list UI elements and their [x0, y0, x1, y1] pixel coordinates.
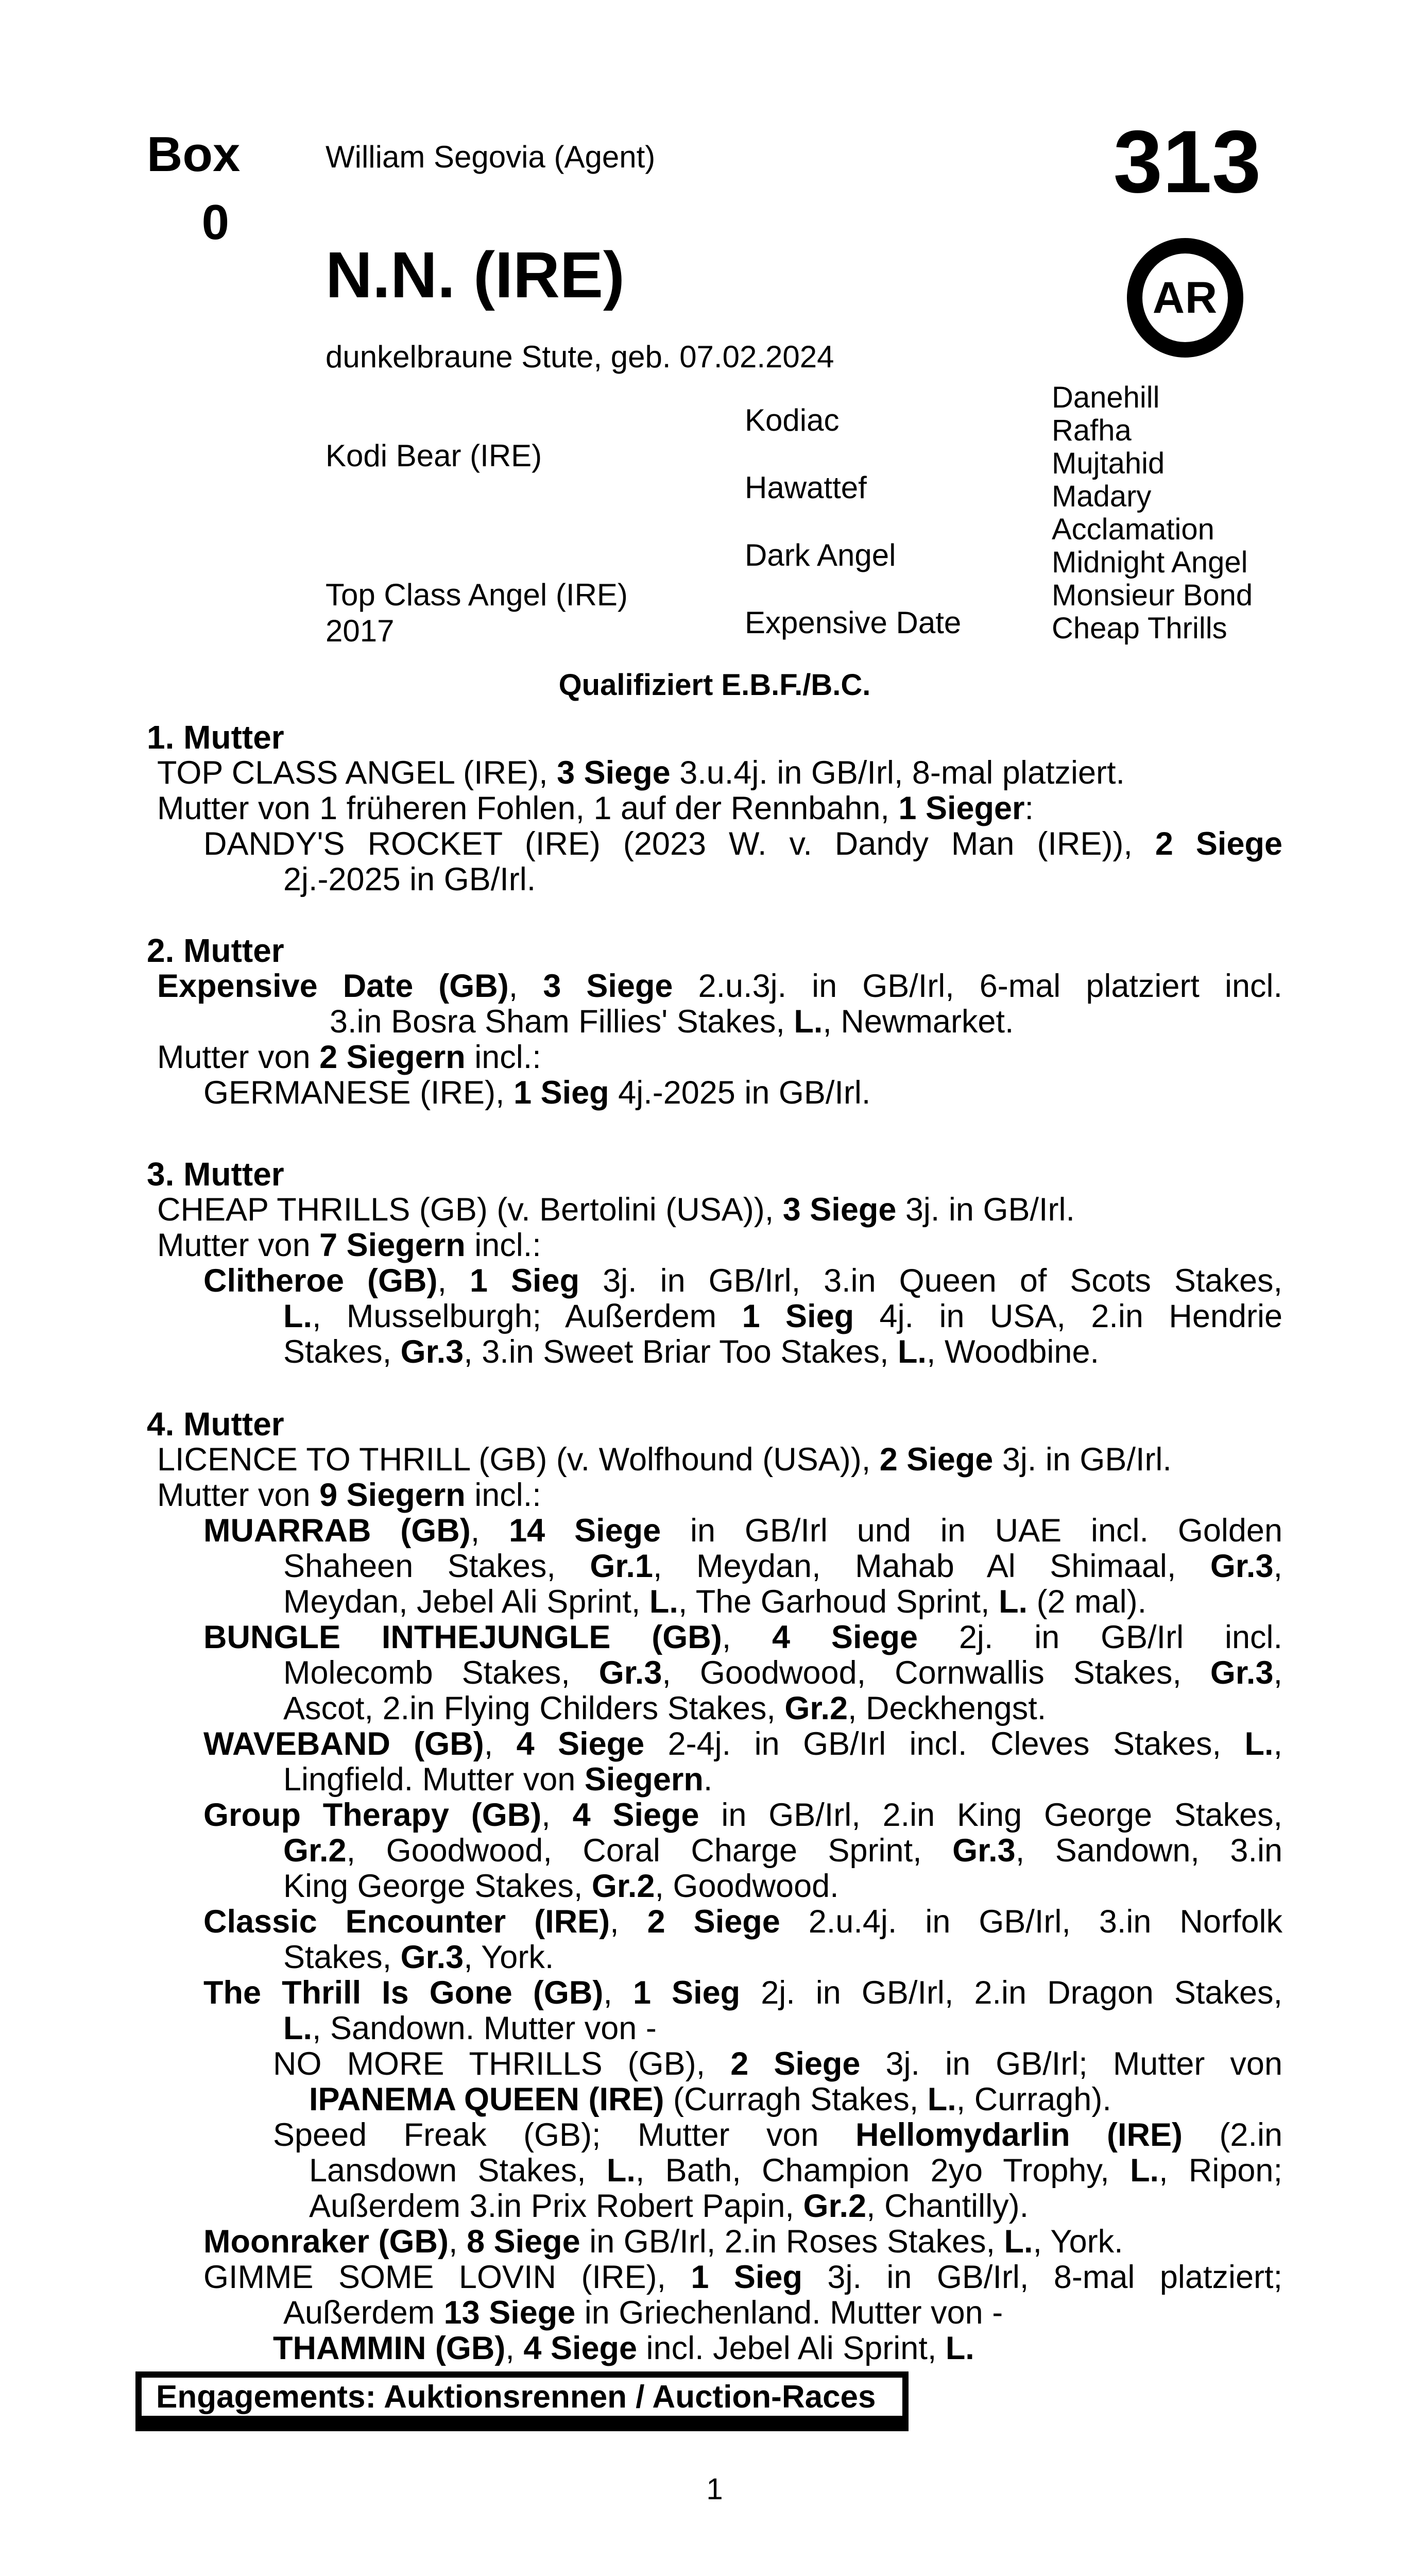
pedigree-text-line: GERMANESE (IRE), 1 Sieg 4j.-2025 in GB/Irl. — [203, 1075, 871, 1111]
pedigree-great-grandparent: Madary — [1052, 480, 1152, 513]
pedigree-text-line: Molecomb Stakes, Gr.3, Goodwood, Cornwallis Stakes, Gr.3, — [283, 1655, 1282, 1691]
engagements-box — [135, 2371, 909, 2431]
pedigree-text-line: Stakes, Gr.3, York. — [283, 1939, 554, 1975]
pedigree-sire: Kodi Bear (IRE) — [326, 438, 542, 473]
mutter-section — [147, 933, 1282, 1111]
pedigree-text-line: Mutter von 2 Siegern incl.: — [157, 1039, 541, 1075]
pedigree-text-line: Shaheen Stakes, Gr.1, Meydan, Mahab Al Shimaal, Gr.3, — [283, 1548, 1282, 1584]
pedigree-grandparent: Dark Angel — [745, 538, 896, 572]
horse-name: N.N. (IRE) — [326, 239, 625, 311]
pedigree-text-line: Meydan, Jebel Ali Sprint, L., The Garhoud Sprint, L. (2 mal). — [283, 1584, 1147, 1620]
pedigree-text-line: GIMME SOME LOVIN (IRE), 1 Sieg 3j. in GB/Irl, 8-mal platziert; — [203, 2259, 1282, 2295]
pedigree-great-grandparent: Cheap Thrills — [1052, 612, 1227, 645]
pedigree-text-line: Expensive Date (GB), 3 Siege 2.u.3j. in GB/Irl, 6-mal platziert incl. — [157, 968, 1282, 1004]
section-heading: 4. Mutter — [147, 1405, 284, 1443]
pedigree-great-grandparent: Monsieur Bond — [1052, 579, 1253, 612]
section-heading: 1. Mutter — [147, 719, 284, 756]
pedigree-text-line: WAVEBAND (GB), 4 Siege 2-4j. in GB/Irl incl. Cleves Stakes, L., — [203, 1726, 1282, 1762]
pedigree-text-line: CHEAP THRILLS (GB) (v. Bertolini (USA)), 3 Siege 3j. in GB/Irl. — [157, 1192, 1075, 1228]
pedigree-text-line: MUARRAB (GB), 14 Siege in GB/Irl und in UAE incl. Golden — [203, 1513, 1283, 1549]
pedigree-text-line: Lingfield. Mutter von Siegern. — [283, 1761, 713, 1798]
mutter-section — [147, 1156, 1282, 1370]
pedigree-text-line: Außerdem 3.in Prix Robert Papin, Gr.2, Chantilly). — [309, 2188, 1029, 2224]
pedigree-grandparent: Hawattef — [745, 470, 867, 505]
pedigree-great-grandparent: Midnight Angel — [1052, 546, 1248, 579]
pedigree-text-line: Group Therapy (GB), 4 Siege in GB/Irl, 2.in King George Stakes, — [203, 1797, 1283, 1833]
pedigree-grandparent: Expensive Date — [745, 605, 962, 640]
consignor-name: William Segovia (Agent) — [326, 140, 656, 174]
pedigree-text-line: LICENCE TO THRILL (GB) (v. Wolfhound (USA)), 2 Siege 3j. in GB/Irl. — [157, 1442, 1172, 1478]
lot-number: 313 — [1113, 112, 1261, 211]
dam-sections — [147, 719, 1282, 2366]
pedigree-text-line: DANDY'S ROCKET (IRE) (2023 W. v. Dandy Man (IRE)), 2 Siege — [203, 826, 1282, 862]
pedigree-text-line: Lansdown Stakes, L., Bath, Champion 2yo Trophy, L., Ripon; — [309, 2153, 1282, 2189]
pedigree-text-line: L., Musselburgh; Außerdem 1 Sieg 4j. in USA, 2.in Hendrie — [283, 1298, 1283, 1334]
pedigree-text-line: Moonraker (GB), 8 Siege in GB/Irl, 2.in Roses Stakes, L., York. — [203, 2224, 1123, 2260]
pedigree-text-line: Mutter von 1 früheren Fohlen, 1 auf der Rennbahn, 1 Sieger: — [157, 790, 1034, 826]
engagements-text: Engagements: Auktionsrennen / Auction-Races — [156, 2379, 876, 2415]
pedigree-dam: Top Class Angel (IRE) — [326, 578, 628, 612]
pedigree-text-line: 2j.-2025 in GB/Irl. — [283, 861, 536, 897]
pedigree-text-line: Classic Encounter (IRE), 2 Siege 2.u.4j. in GB/Irl, 3.in Norfolk — [203, 1904, 1282, 1940]
pedigree-text-line: BUNGLE INTHEJUNGLE (GB), 4 Siege 2j. in GB/Irl incl. — [203, 1619, 1283, 1655]
pedigree-text-line: Mutter von 7 Siegern incl.: — [157, 1227, 541, 1263]
pedigree-text-line: L., Sandown. Mutter von - — [283, 2010, 657, 2046]
pedigree-great-grandparent: Danehill — [1052, 381, 1160, 414]
pedigree-dam-year: 2017 — [326, 614, 395, 648]
mutter-section — [147, 1406, 1282, 2366]
pedigree-grandparent: Kodiac — [745, 403, 840, 437]
pedigree-text-line: 3.in Bosra Sham Fillies' Stakes, L., Newmarket. — [330, 1004, 1014, 1040]
pedigree-text-line: Mutter von 9 Siegern incl.: — [157, 1477, 541, 1513]
box-label: Box — [147, 127, 241, 182]
pedigree-text-line: The Thrill Is Gone (GB), 1 Sieg 2j. in GB/Irl, 2.in Dragon Stakes, — [203, 1975, 1282, 2011]
pedigree-great-grandparent: Rafha — [1052, 414, 1132, 447]
pedigree-text-line: TOP CLASS ANGEL (IRE), 3 Siege 3.u.4j. in GB/Irl, 8-mal platziert. — [157, 755, 1125, 791]
brand-code: AR — [1152, 273, 1218, 323]
pedigree-text-line: NO MORE THRILLS (GB), 2 Siege 3j. in GB/Irl; Mutter von — [273, 2046, 1283, 2082]
pedigree-text-line: IPANEMA QUEEN (IRE) (Curragh Stakes, L., Curragh). — [309, 2081, 1111, 2117]
qualification-note: Qualifiziert E.B.F./B.C. — [558, 668, 871, 702]
pedigree-text-line: Ascot, 2.in Flying Childers Stakes, Gr.2, Deckhengst. — [283, 1690, 1047, 1726]
section-heading: 2. Mutter — [147, 932, 284, 969]
pedigree-text-line: King George Stakes, Gr.2, Goodwood. — [283, 1868, 839, 1904]
page-number: 1 — [706, 2472, 723, 2506]
pedigree-text-line: Gr.2, Goodwood, Coral Charge Sprint, Gr.3, Sandown, 3.in — [283, 1833, 1282, 1869]
pedigree-text-line: Clitheroe (GB), 1 Sieg 3j. in GB/Irl, 3.in Queen of Scots Stakes, — [203, 1263, 1282, 1299]
mutter-section — [147, 719, 1282, 897]
pedigree-great-grandparent: Acclamation — [1052, 513, 1214, 546]
box-number: 0 — [201, 195, 229, 250]
pedigree-text-line: Außerdem 13 Siege in Griechenland. Mutter von - — [283, 2295, 1003, 2331]
section-heading: 3. Mutter — [147, 1156, 284, 1193]
horse-description: dunkelbraune Stute, geb. 07.02.2024 — [326, 340, 834, 374]
pedigree-text-line: Speed Freak (GB); Mutter von Hellomydarlin (IRE) (2.in — [273, 2117, 1283, 2153]
brand-circle-icon — [1127, 238, 1243, 358]
pedigree-text-line: Stakes, Gr.3, 3.in Sweet Briar Too Stakes, L., Woodbine. — [283, 1334, 1100, 1370]
pedigree-great-grandparent: Mujtahid — [1052, 447, 1165, 480]
pedigree-text-line: THAMMIN (GB), 4 Siege incl. Jebel Ali Sprint, L. — [273, 2330, 974, 2366]
